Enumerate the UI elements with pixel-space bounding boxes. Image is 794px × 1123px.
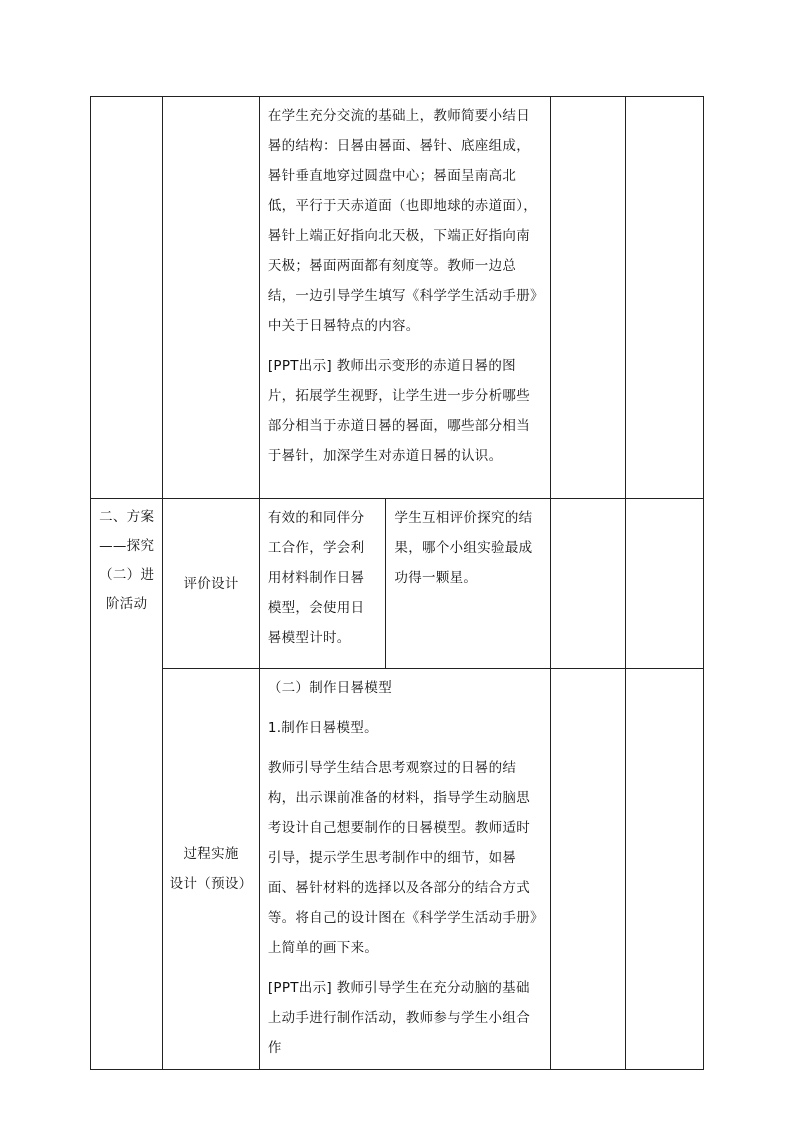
paragraph: 在学生充分交流的基础上，教师简要小结日晷的结构：日晷由晷面、晷针、底座组成，晷针垂直地穿过圆盘中心；晷面呈南高北低，平行于天赤道面（也即地球的赤道面），晷针上端正好指向北天极，下端正好指向南天极；晷面两面都有刻度等。教师一边总结，一边引导学生填写《科学学生活动手册》中关于日晷特点的内容。 <box>267 108 538 334</box>
content-cell-process <box>259 669 550 1070</box>
label-cell-empty <box>163 97 259 499</box>
paragraph-heading: （二）制作日晷模型 <box>267 680 393 696</box>
notes-cell <box>551 669 625 1070</box>
evaluation-criteria-cell <box>386 499 551 669</box>
section-label-cell <box>91 499 163 1070</box>
evaluation-goal-cell <box>259 499 386 669</box>
evaluation-label: 评价设计 <box>183 575 239 592</box>
evaluation-label-cell <box>163 499 259 669</box>
notes-cell <box>551 499 625 669</box>
section-cell-empty <box>91 97 163 499</box>
section-label-line: 阶活动 <box>105 596 148 612</box>
process-label-line: 过程实施 <box>183 846 239 862</box>
table-row-evaluation <box>91 499 704 669</box>
paragraph: [PPT出示] 教师出示变形的赤道日晷的图片，拓展学生视野，让学生进一步分析哪些部分相当于赤道日晷的晷面，哪些部分相当于晷针，加深学生对赤道日晷的认识。 <box>267 358 531 464</box>
section-label-line: 二、方案 <box>99 509 155 525</box>
lesson-plan-table <box>90 96 704 1070</box>
paragraph-step: 1.制作日晷模型。 <box>267 720 378 736</box>
process-label-line: 设计（预设） <box>169 876 253 892</box>
notes-cell <box>625 97 703 499</box>
process-label-cell <box>163 669 259 1070</box>
evaluation-criteria-text: 学生互相评价探究的结果，哪个小组实验最成功得一颗星。 <box>394 510 533 586</box>
notes-cell <box>551 97 625 499</box>
paragraph: 教师引导学生结合思考观察过的日晷的结构，出示课前准备的材料，指导学生动脑思考设计自己想要制作的日晷模型。教师适时引导，提示学生思考制作中的细节，如晷面、晷针材料的选择以及各部分的结合方式等。将自己的设计图在《科学学生活动手册》上简单的画下来。 <box>267 760 538 956</box>
table-row-process <box>91 669 704 1070</box>
section-label-line: （二）进 <box>99 567 155 583</box>
notes-cell <box>625 669 703 1070</box>
paragraph: [PPT出示] 教师引导学生在充分动脑的基础上动手进行制作活动，教师参与学生小组合作 <box>267 980 531 1056</box>
evaluation-goal-text: 有效的和同伴分工合作，学会利用材料制作日晷模型，会使用日晷模型计时。 <box>267 510 365 646</box>
content-cell-summary <box>259 97 550 499</box>
table-row-summary <box>91 97 704 499</box>
section-label-line: ——探究 <box>99 538 155 554</box>
notes-cell <box>625 499 703 669</box>
